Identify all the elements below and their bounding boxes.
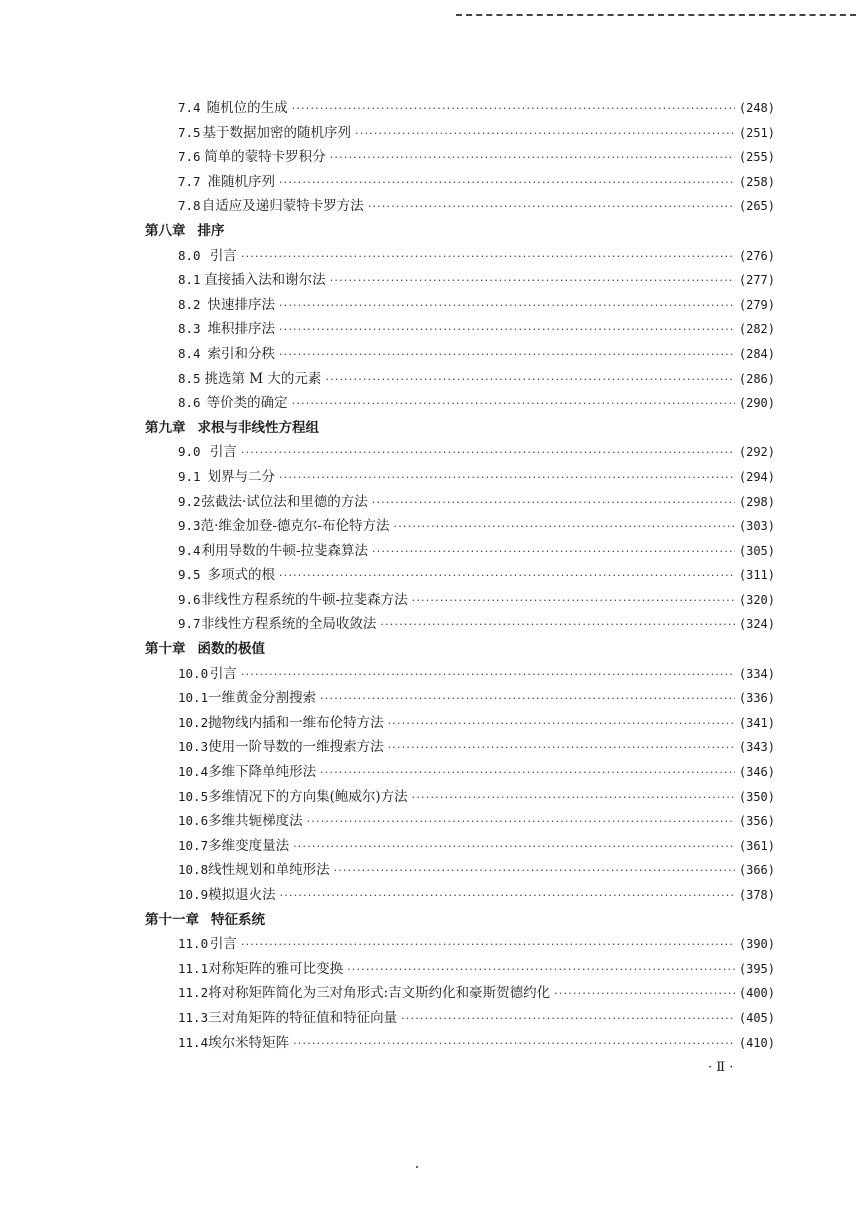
dot-leader xyxy=(280,884,735,909)
dot-leader xyxy=(330,269,735,294)
toc-entry xyxy=(145,686,775,711)
chapter-title: 函数的极值 xyxy=(197,641,265,658)
toc-entry xyxy=(145,293,775,318)
dot-leader xyxy=(325,368,735,393)
section-number: 11.3 xyxy=(178,1009,209,1025)
section-title: 多项式的根 xyxy=(207,567,275,584)
toc-entry xyxy=(145,194,775,219)
dot-leader xyxy=(320,687,735,712)
toc-entry xyxy=(145,514,775,539)
toc-entry xyxy=(145,883,775,908)
section-number: 9.2 xyxy=(178,493,201,509)
dot-leader xyxy=(388,712,735,737)
toc-chapter-heading xyxy=(145,637,775,662)
section-title: 利用导数的牛顿-拉斐森算法 xyxy=(201,542,369,559)
section-number: 10.1 xyxy=(178,690,209,706)
page-number: (334) xyxy=(738,666,775,681)
page-number: (390) xyxy=(738,937,775,952)
section-title: 抛物线内插和一维布伦特方法 xyxy=(208,714,384,731)
dot-leader xyxy=(307,810,735,835)
toc-entry xyxy=(145,563,775,588)
section-number: 10.6 xyxy=(178,813,209,829)
section-number: 9.0 xyxy=(178,444,201,460)
scan-speck xyxy=(416,1166,418,1168)
dot-leader xyxy=(372,540,735,565)
page-number: (276) xyxy=(738,248,775,263)
dot-leader xyxy=(334,859,735,884)
toc-entry xyxy=(145,785,775,810)
dot-leader xyxy=(279,466,735,491)
section-number: 7.5 xyxy=(178,124,201,140)
toc-chapter-heading xyxy=(145,908,775,933)
section-number: 9.5 xyxy=(178,567,201,583)
page-number: (324) xyxy=(738,617,775,632)
section-number: 8.6 xyxy=(178,395,201,411)
toc-entry xyxy=(145,588,775,613)
table-of-contents xyxy=(145,96,775,1055)
section-title: 三对角矩阵的特征值和特征向量 xyxy=(208,1009,398,1026)
dot-leader xyxy=(412,589,735,614)
toc-entry xyxy=(145,170,775,195)
section-number: 10.9 xyxy=(178,887,209,902)
chapter-number: 第八章 xyxy=(145,222,186,239)
toc-entry xyxy=(145,490,775,515)
section-title: 非线性方程系统的牛顿-拉斐森方法 xyxy=(200,591,408,608)
section-number: 7.7 xyxy=(178,173,201,189)
section-title: 随机位的生成 xyxy=(206,100,288,116)
section-title: 线性规划和单纯形法 xyxy=(208,862,330,879)
section-number: 10.4 xyxy=(178,764,209,780)
section-number: 8.0 xyxy=(178,247,201,263)
section-number: 10.7 xyxy=(178,837,209,853)
page-number: (277) xyxy=(738,273,775,288)
toc-entry xyxy=(145,121,775,146)
page-folio: · Ⅱ · xyxy=(708,1060,734,1075)
page-number: (292) xyxy=(738,445,775,460)
section-number: 10.5 xyxy=(178,788,209,804)
section-title: 多维情况下的方向集(鲍威尔)方法 xyxy=(208,788,408,805)
page-number: (279) xyxy=(738,297,775,312)
section-number: 10.2 xyxy=(178,714,209,730)
section-title: 快速排序法 xyxy=(207,296,275,313)
section-number: 9.1 xyxy=(178,468,201,484)
page-number: (346) xyxy=(738,765,775,780)
section-number: 7.6 xyxy=(178,149,201,165)
toc-chapter-heading xyxy=(145,416,775,441)
dot-leader xyxy=(279,343,735,368)
dot-leader xyxy=(279,171,735,196)
section-title: 多维变度量法 xyxy=(208,837,290,854)
toc-entry xyxy=(145,244,775,269)
section-number: 7.8 xyxy=(178,198,201,214)
page-number: (255) xyxy=(738,150,775,165)
section-title: 模拟退火法 xyxy=(208,887,276,903)
toc-entry xyxy=(145,268,775,293)
page-number: (290) xyxy=(738,396,775,411)
page-number: (341) xyxy=(738,715,775,730)
toc-entry xyxy=(145,858,775,883)
toc-entry xyxy=(145,539,775,564)
toc-entry xyxy=(145,96,775,121)
page-number: (251) xyxy=(738,125,775,140)
dot-leader xyxy=(368,195,735,220)
section-title: 准随机序列 xyxy=(207,173,275,190)
page-number: (320) xyxy=(738,592,775,607)
section-title: 划界与二分 xyxy=(207,468,275,485)
dot-leader xyxy=(554,982,735,1007)
toc-entry xyxy=(145,809,775,834)
section-title: 一维黄金分割搜索 xyxy=(208,690,317,707)
toc-entry xyxy=(145,465,775,490)
page-number: (294) xyxy=(738,469,775,484)
page-number: (305) xyxy=(738,543,775,558)
toc-entry xyxy=(145,932,775,957)
toc-chapter-heading xyxy=(145,219,775,244)
section-number: 11.2 xyxy=(178,985,209,1001)
chapter-title: 特征系统 xyxy=(211,911,265,928)
toc-entry xyxy=(145,760,775,785)
page-number: (405) xyxy=(738,1010,775,1025)
dot-leader xyxy=(293,835,735,860)
toc-entry xyxy=(145,1031,775,1056)
section-title: 多维下降单纯形法 xyxy=(208,764,317,781)
dot-leader xyxy=(401,1007,735,1032)
section-title: 对称矩阵的雅可比变换 xyxy=(208,960,344,977)
page-number: (395) xyxy=(738,961,775,976)
section-number: 8.5 xyxy=(178,370,201,386)
page-number: (311) xyxy=(738,568,775,583)
toc-entry xyxy=(145,957,775,982)
toc-entry xyxy=(145,145,775,170)
dot-leader xyxy=(279,318,735,343)
dot-leader xyxy=(241,663,735,688)
toc-entry xyxy=(145,342,775,367)
dot-leader xyxy=(292,392,735,417)
page-number: (343) xyxy=(738,740,775,755)
page-number: (286) xyxy=(738,371,775,386)
section-title: 直接插入法和谢尔法 xyxy=(204,272,326,289)
section-title: 自适应及递归蒙特卡罗方法 xyxy=(201,198,364,215)
dot-leader xyxy=(320,761,735,786)
toc-entry xyxy=(145,662,775,687)
toc-entry xyxy=(145,834,775,859)
section-number: 9.4 xyxy=(178,542,201,558)
dot-leader xyxy=(380,613,734,638)
chapter-number: 第十章 xyxy=(145,641,186,658)
dot-leader xyxy=(293,1032,735,1057)
section-number: 11.1 xyxy=(178,960,209,976)
dot-leader xyxy=(279,294,735,319)
section-number: 7.4 xyxy=(178,100,201,115)
page-number: (258) xyxy=(738,174,775,189)
section-number: 9.3 xyxy=(178,518,201,534)
chapter-number: 第十一章 xyxy=(145,911,199,928)
toc-entry xyxy=(145,317,775,342)
section-number: 9.6 xyxy=(178,591,201,607)
chapter-title: 排序 xyxy=(197,222,225,239)
section-number: 9.7 xyxy=(178,616,201,632)
page-number: (356) xyxy=(738,814,775,829)
toc-entry xyxy=(145,981,775,1006)
toc-entry xyxy=(145,391,775,416)
section-title: 埃尔米特矩阵 xyxy=(208,1034,290,1051)
chapter-title: 求根与非线性方程组 xyxy=(197,419,319,436)
dot-leader xyxy=(241,441,735,466)
dot-leader xyxy=(412,786,735,811)
page-number: (410) xyxy=(738,1035,775,1050)
section-title: 引言 xyxy=(209,247,237,264)
page-number: (265) xyxy=(738,199,775,214)
section-number: 8.3 xyxy=(178,321,201,337)
dot-leader xyxy=(388,736,735,761)
page-number: (361) xyxy=(738,838,775,853)
dot-leader xyxy=(330,146,735,171)
toc-entry xyxy=(145,612,775,637)
section-number: 10.8 xyxy=(178,862,209,878)
section-title: 范·维金加登-德克尔-布伦特方法 xyxy=(200,518,390,535)
toc-entry xyxy=(145,1006,775,1031)
dot-leader xyxy=(279,564,735,589)
page-number: (248) xyxy=(738,101,775,115)
section-title: 引言 xyxy=(209,665,237,682)
page-number: (400) xyxy=(738,986,775,1001)
section-number: 11.0 xyxy=(178,936,209,952)
dot-leader xyxy=(394,515,735,540)
page-number: (284) xyxy=(738,346,775,361)
section-number: 8.2 xyxy=(178,296,201,312)
section-title: 基于数据加密的随机序列 xyxy=(202,124,352,141)
page-number: (336) xyxy=(738,691,775,706)
section-title: 引言 xyxy=(209,444,237,461)
page-number: (303) xyxy=(738,519,775,534)
section-title: 索引和分秩 xyxy=(207,345,275,362)
section-title: 使用一阶导数的一维搜索方法 xyxy=(208,739,384,756)
page-number: (378) xyxy=(738,888,775,902)
section-number: 10.3 xyxy=(178,739,209,755)
page-number: (350) xyxy=(738,789,775,804)
dot-leader xyxy=(372,491,735,516)
dot-leader xyxy=(292,97,735,122)
section-number: 8.1 xyxy=(178,272,201,288)
section-title: 挑选第 M 大的元素 xyxy=(204,370,322,387)
page-number: (298) xyxy=(738,494,775,509)
section-title: 堆积排序法 xyxy=(207,321,275,338)
toc-entry xyxy=(145,735,775,760)
dot-leader xyxy=(241,245,735,270)
section-title: 弦截法·试位法和里德的方法 xyxy=(201,493,368,510)
toc-entry xyxy=(145,367,775,392)
section-number: 8.4 xyxy=(178,345,201,361)
toc-entry xyxy=(145,440,775,465)
section-title: 多维共轭梯度法 xyxy=(208,813,303,830)
page-number: (366) xyxy=(738,863,775,878)
dot-leader xyxy=(355,122,735,147)
section-title: 等价类的确定 xyxy=(206,395,288,412)
dot-leader xyxy=(347,958,735,983)
top-dashed-rule xyxy=(456,14,856,16)
section-title: 简单的蒙特卡罗积分 xyxy=(204,149,326,166)
section-number: 10.0 xyxy=(178,665,209,681)
toc-entry xyxy=(145,711,775,736)
dot-leader xyxy=(241,933,735,958)
section-title: 将对称矩阵简化为三对角形式:吉文斯约化和豪斯贺德约化 xyxy=(208,985,551,1002)
chapter-number: 第九章 xyxy=(145,419,186,436)
section-number: 11.4 xyxy=(178,1034,209,1050)
page-number: (282) xyxy=(738,322,775,337)
section-title: 非线性方程系统的全局收敛法 xyxy=(200,616,377,633)
section-title: 引言 xyxy=(209,936,237,953)
